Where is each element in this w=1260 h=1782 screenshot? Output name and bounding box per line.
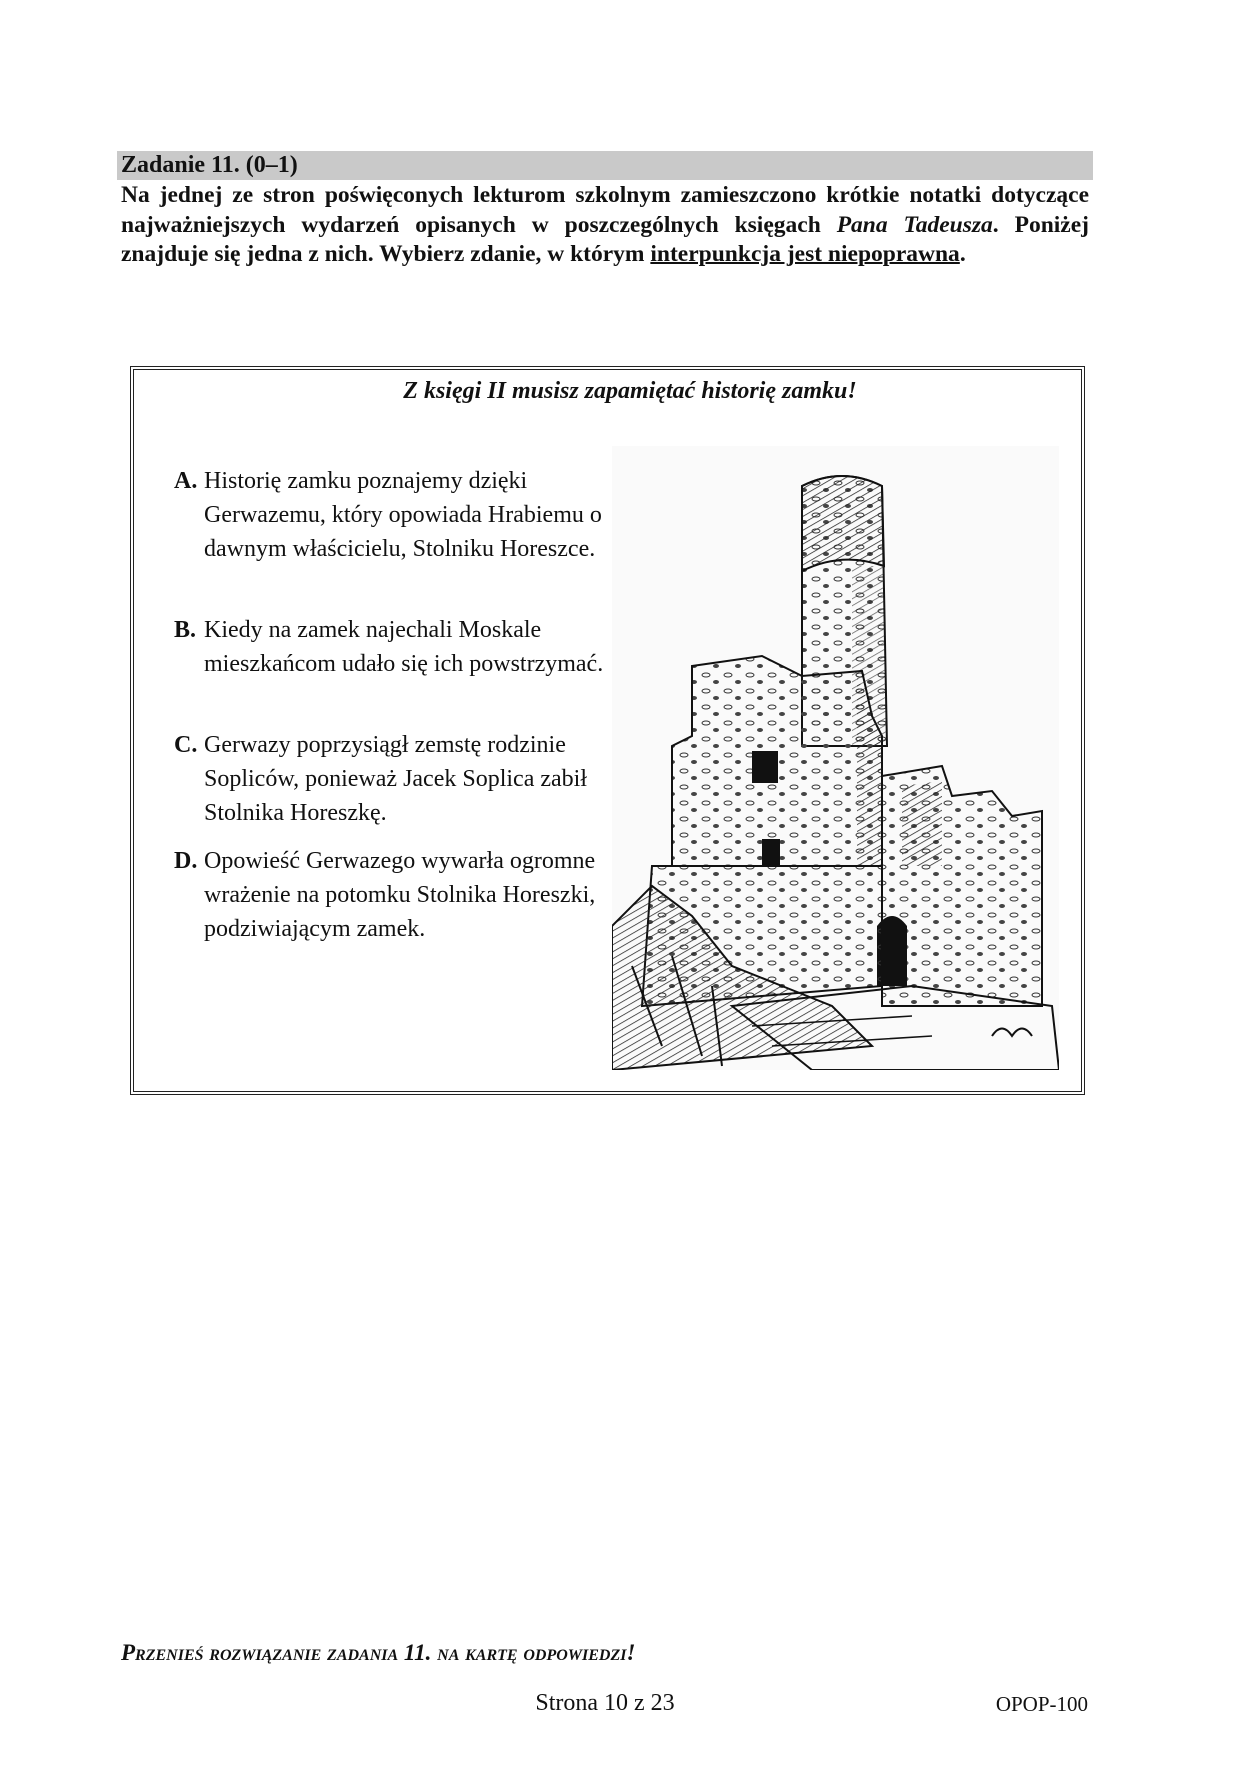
answer-option-d[interactable]: [174, 844, 634, 946]
option-letter: A.: [174, 468, 198, 494]
instruction-text: . Poniżej znajduje się jedna z nich. Wybierz zdanie, w którym: [121, 211, 1089, 267]
transfer-instruction: Przenieś rozwiązanie zadania 11. na kartę odpowiedzi!: [121, 1640, 636, 1665]
option-text: Historię zamku poznajemy dzięki Gerwazemu, który opowiada Hrabiemu o dawnym właścicielu, Stolniku Horeszce.: [204, 468, 602, 562]
answer-option-b[interactable]: [174, 613, 634, 681]
castle-illustration: [612, 446, 1059, 1070]
answer-option-a[interactable]: [174, 464, 634, 566]
option-letter: B.: [174, 617, 197, 643]
option-text: Gerwazy poprzysiągł zemstę rodzinie Sopliców, ponieważ Jacek Soplica zabił Stolnika Horeszkę.: [204, 732, 587, 826]
task-title: Zadanie 11. (0–1): [121, 152, 298, 178]
instruction-emphasis: interpunkcja jest niepoprawna: [650, 241, 960, 267]
instruction-text: .: [959, 241, 966, 267]
option-text: Opowieść Gerwazego wywarła ogromne wrażenie na potomku Stolnika Horeszki, podziwiającym zamek.: [204, 848, 596, 942]
task-instruction: [121, 181, 1089, 270]
note-title: Z księgi II musisz zapamiętać historię zamku!: [403, 378, 857, 404]
page-number: Strona 10 z 23: [535, 1690, 675, 1716]
instruction-text: Na jednej ze stron poświęconych lekturom szkolnym zamieszczono krótkie notatki dotyczące najważniejszych wydarzeń opisanych w poszczególnych księgach: [121, 182, 1089, 238]
option-letter: D.: [174, 848, 198, 874]
book-title: Pana Tadeusza: [836, 211, 993, 238]
option-letter: C.: [174, 732, 198, 758]
exam-code: OPOP-100: [995, 1692, 1088, 1716]
answer-option-c[interactable]: [174, 728, 634, 830]
option-text: Kiedy na zamek najechali Moskale mieszkańcom udało się ich powstrzymać.: [204, 617, 604, 677]
